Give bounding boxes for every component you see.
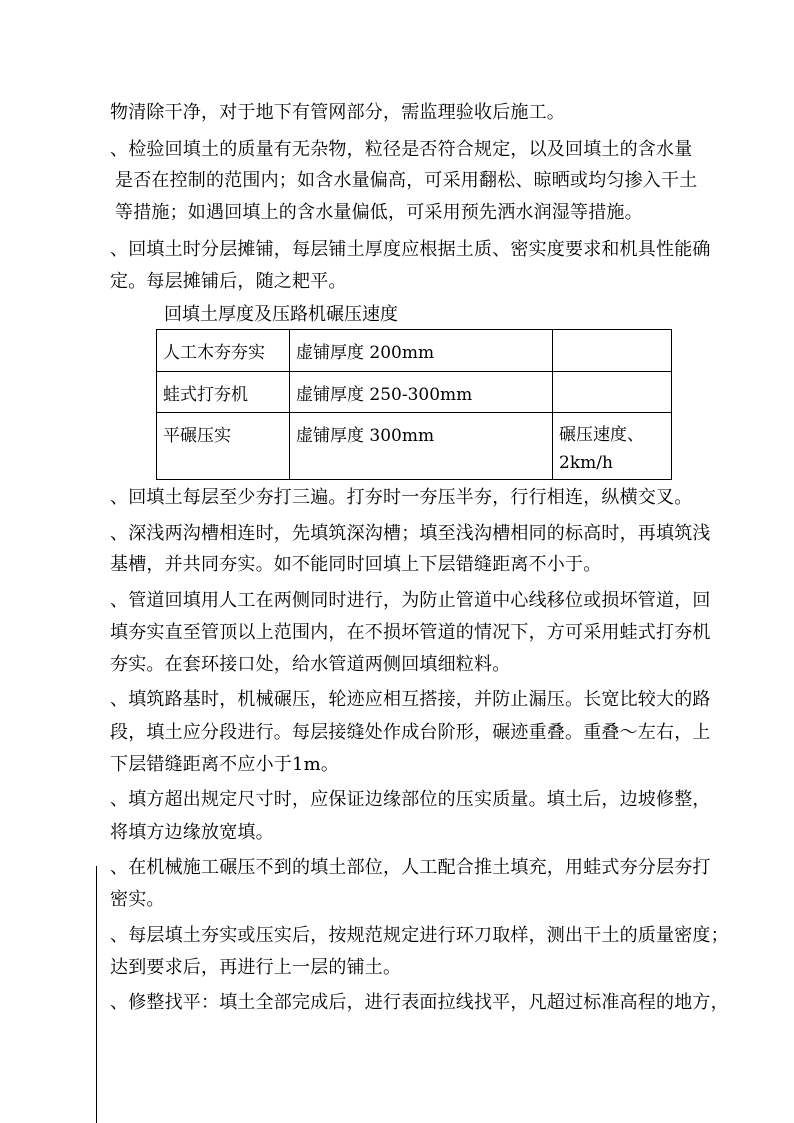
text-line: 下层错缝距离不应小于1m。: [110, 754, 340, 775]
table-row: [157, 372, 672, 413]
text-line: 达到要求后，再进行上一层的铺土。: [110, 957, 402, 978]
text-line: 密实。: [110, 889, 165, 910]
margin-rule: [96, 866, 97, 1123]
table-cell-speed: [553, 372, 672, 413]
table-row: [157, 413, 672, 480]
text-line: 基槽，并共同夯实。如不能同时回填上下层错缝距离不小于。: [110, 554, 602, 575]
text-line: 、深浅两沟槽相连时，先填筑深沟槽；填至浅沟槽相同的标高时，再填筑浅: [110, 523, 711, 544]
table-cell-speed: 碾压速度、2km/h: [553, 413, 672, 480]
table-caption: 回填土厚度及压路机碾压速度: [164, 304, 398, 325]
table-cell-method: 蛙式打夯机: [157, 372, 290, 413]
text-line: 段，填土应分段进行。每层接缝处作成台阶形，碾迹重叠。重叠～左右，上: [110, 722, 711, 743]
text-line: 、每层填土夯实或压实后，按规范规定进行环刀取样，测出干土的质量密度；: [110, 925, 729, 946]
text-line: 夯实。在套环接口处，给水管道两侧回填细粒料。: [110, 654, 511, 675]
text-line: 、检验回填土的质量有无杂物，粒径是否符合规定，以及回填土的含水量: [110, 139, 693, 160]
table-cell-thickness: 虚铺厚度 200mm: [290, 330, 553, 372]
text-line: 、回填土时分层摊铺，每层铺土厚度应根据土质、密实度要求和机具性能确: [110, 239, 711, 260]
table-row: [157, 330, 672, 372]
text-line: 是否在控制的范围内；如含水量偏高，可采用翻松、晾晒或均匀掺入干土: [115, 170, 698, 191]
text-line: 、在机械施工碾压不到的填土部位，人工配合推土填充，用蛙式夯分层夯打: [110, 857, 711, 878]
text-line: 、填筑路基时，机械碾压，轮迹应相互搭接，并防止漏压。长宽比较大的路: [110, 689, 711, 710]
text-line: 将填方边缘放宽填。: [110, 822, 274, 843]
text-line: 定。每层摊铺后，随之耙平。: [110, 271, 347, 292]
text-line: 物清除干净，对于地下有管网部分，需监理验收后施工。: [110, 102, 565, 123]
text-line: 、填方超出规定尺寸时，应保证边缘部位的压实质量。填土后，边坡修整，: [110, 789, 711, 810]
text-line: 填夯实直至管顶以上范围内，在不损坏管道的情况下，方可采用蛙式打夯机: [110, 622, 711, 643]
table-cell-thickness: 虚铺厚度 300mm: [290, 413, 553, 480]
table-cell-thickness: 虚铺厚度 250-300mm: [290, 372, 553, 413]
table-cell-method: 平碾压实: [157, 413, 290, 480]
text-line: 、管道回填用人工在两侧同时进行，为防止管道中心线移位或损坏管道，回: [110, 590, 711, 611]
table-cell-speed: [553, 330, 672, 372]
text-line: 、回填土每层至少夯打三遍。打夯时一夯压半夯，行行相连，纵横交叉。: [110, 487, 693, 508]
text-line: 、修整找平：填土全部完成后，进行表面拉线找平，凡超过标准高程的地方，: [110, 992, 729, 1013]
table-cell-method: 人工木夯夯实: [157, 330, 290, 372]
text-line: 等措施；如遇回填上的含水量偏低，可采用预先洒水润湿等措施。: [115, 202, 643, 223]
compaction-table: [156, 329, 672, 480]
